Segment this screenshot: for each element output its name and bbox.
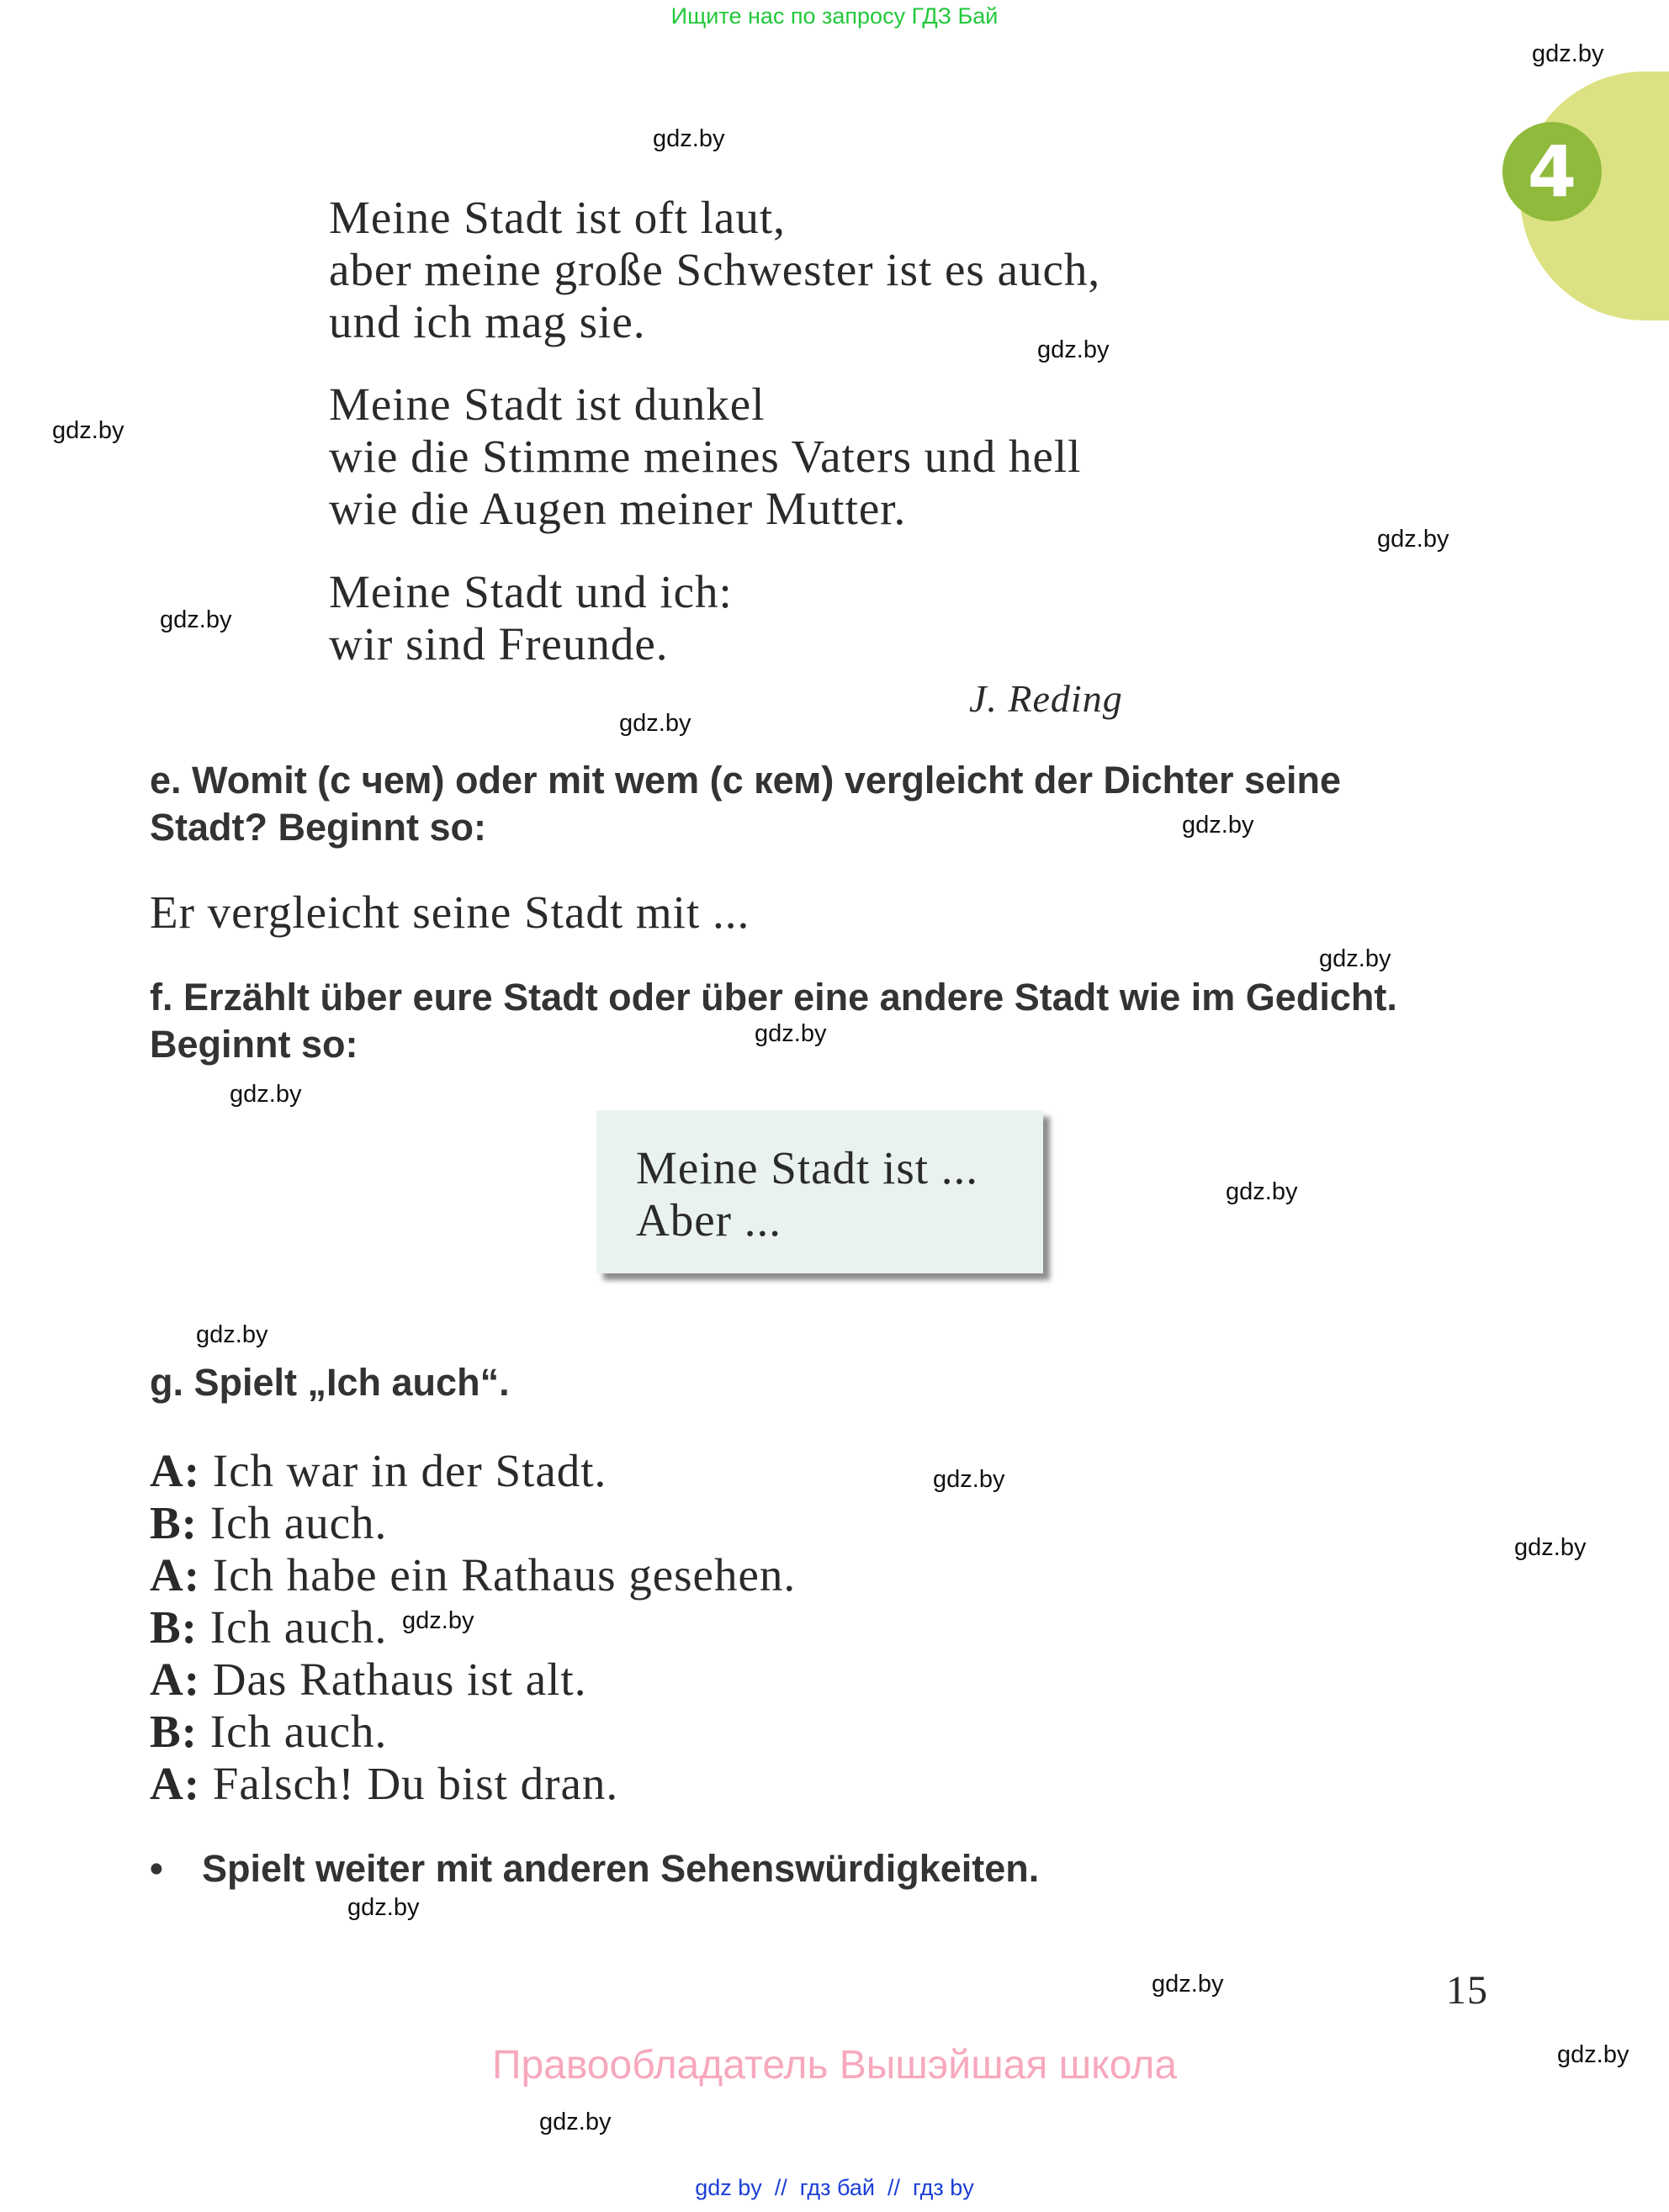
poem-line: aber meine große Schwester ist es auch,: [329, 244, 1101, 295]
poem-line: Meine Stadt ist dunkel: [329, 378, 766, 430]
dialog-line: B: Ich auch.: [150, 1497, 388, 1548]
chapter-badge: 4: [1502, 122, 1602, 221]
dialog-line: A: Falsch! Du bist dran.: [150, 1758, 619, 1809]
poem-line: Meine Stadt ist oft laut,: [329, 192, 786, 243]
watermark: gdz.by: [160, 606, 232, 633]
task-g-heading: g. Spielt „Ich auch“.: [150, 1361, 510, 1404]
watermark: gdz.by: [933, 1466, 1005, 1493]
watermark: gdz.by: [539, 2109, 612, 2135]
watermark: gdz.by: [1152, 1971, 1224, 1998]
poem-line: wie die Stimme meines Vaters und hell: [329, 431, 1082, 482]
watermark: gdz.by: [755, 1020, 827, 1047]
dialog-line: A: Ich war in der Stadt.: [150, 1445, 607, 1496]
watermark: gdz.by: [1514, 1534, 1587, 1561]
poem-stanza-3: [329, 566, 733, 670]
task-e-heading: [150, 757, 1341, 851]
watermark: gdz.by: [347, 1894, 420, 1921]
bullet-icon: •: [150, 1847, 163, 1890]
watermark: gdz.by: [196, 1321, 268, 1348]
poem-stanza-2: [329, 378, 1081, 535]
heading-line: Stadt? Beginnt so:: [150, 806, 486, 849]
search-hint: Ищите нас по запросу ГДЗ Бай: [670, 3, 999, 29]
dialog-line: A: Das Rathaus ist alt.: [150, 1654, 587, 1705]
heading-line: Beginnt so:: [150, 1023, 358, 1066]
watermark: gdz.by: [1532, 40, 1604, 67]
watermark: gdz.by: [1377, 526, 1449, 553]
dialog-line: A: Ich habe ein Rathaus gesehen.: [150, 1549, 797, 1601]
footer-links[interactable]: gdz by // гдз бай // гдз by: [695, 2175, 974, 2200]
watermark: gdz.by: [653, 125, 725, 152]
watermark: gdz.by: [52, 417, 125, 444]
watermark: gdz.by: [1319, 945, 1391, 972]
poem-line: wie die Augen meiner Mutter.: [329, 483, 907, 534]
poem-line: wir sind Freunde.: [329, 618, 669, 669]
page-number: 15: [1446, 1968, 1488, 2013]
watermark: gdz.by: [1557, 2041, 1629, 2068]
copyright: Правообладатель Вышэйшая школа: [491, 2043, 1178, 2088]
task-g-bullet: Spielt weiter mit anderen Sehenswürdigkeiten.: [202, 1847, 1040, 1890]
box-line: Meine Stadt ist ...: [636, 1142, 979, 1193]
watermark: gdz.by: [1226, 1178, 1298, 1205]
poem-author: J. Reding: [969, 677, 1123, 720]
watermark: gdz.by: [402, 1607, 474, 1634]
dialog-line: B: Ich auch.: [150, 1706, 388, 1757]
dialog-line: B: Ich auch.: [150, 1601, 388, 1653]
heading-line: e. Womit (с чем) oder mit wem (с кем) vergleicht der Dichter seine: [150, 759, 1342, 802]
watermark: gdz.by: [230, 1081, 302, 1108]
heading-line: f. Erzählt über eure Stadt oder über eine andere Stadt wie im Gedicht.: [150, 976, 1397, 1019]
poem-stanza-1: [329, 192, 1100, 348]
box-line: Aber ...: [636, 1194, 782, 1246]
watermark: gdz.by: [1182, 812, 1254, 839]
watermark: gdz.by: [619, 710, 691, 737]
watermark: gdz.by: [1037, 336, 1110, 363]
example-box: [596, 1110, 1043, 1273]
task-e-starter: Er vergleicht seine Stadt mit ...: [150, 886, 750, 938]
poem-line: und ich mag sie.: [329, 296, 646, 347]
poem-line: Meine Stadt und ich:: [329, 566, 733, 617]
